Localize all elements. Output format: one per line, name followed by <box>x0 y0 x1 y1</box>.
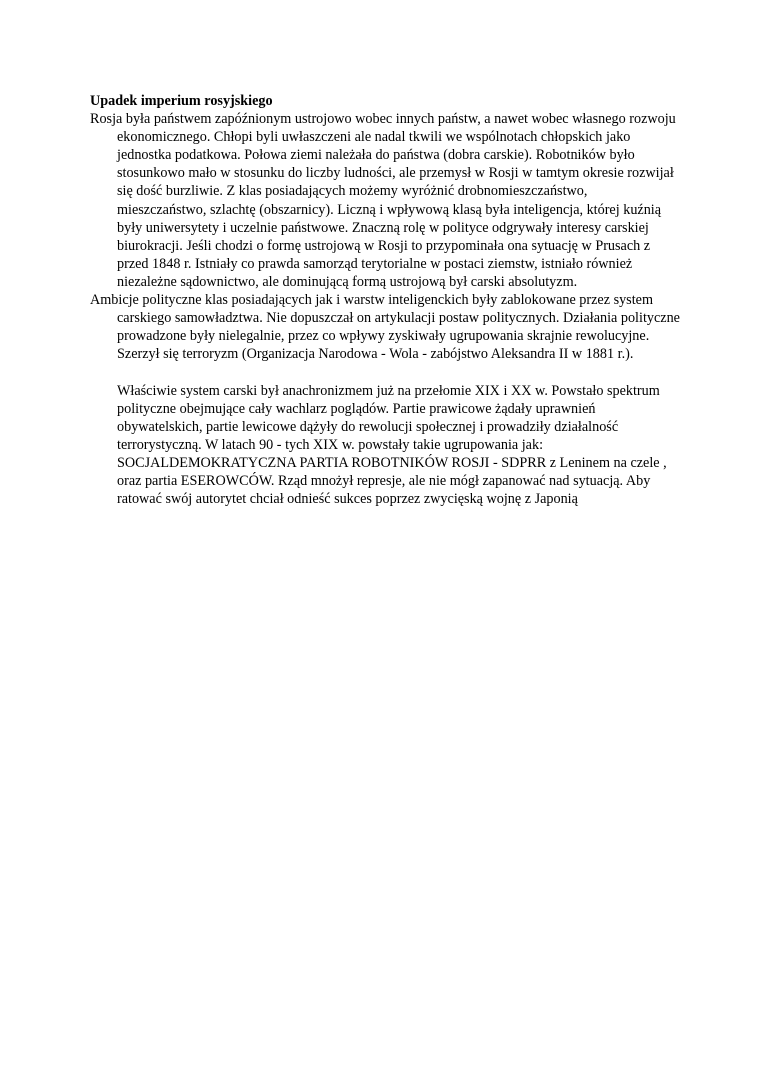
paragraph-russia-backwardness: Rosja była państwem zapóźnionym ustrojowo wobec innych państw, a nawet wobec własnego rozwoju ekonomicznego. Chłopi byli uwłaszczeni ale nadal tkwili we wspólnotach chłopskich jako jednostka podatkowa. Połowa ziemi należała do państwa (dobra carskie). Robotników było stosunkowo mało w stosunku do liczby ludności, ale przemysł w Rosji w tamtym okresie rozwijał się dość burzliwie. Z klas posiadających możemy wyróżnić drobnomieszczaństwo, mieszczaństwo, szlachtę (obszarnicy). Liczną i wpływową klasą była inteligencja, której kuźnią były uniwersytety i uczelnie państwowe. Znaczną rolę w polityce odgrywały interesy carskiej biurokracji. Jeśli chodzi o formę ustrojową w Rosji to przypominała ona sytuację w Prusach z przed 1848 r. Istniały co prawda samorząd terytorialne w postaci ziemstw, istniało również niezależne sądownictwo, ale dominującą formą ustrojową był carski absolutyzm. <box>90 111 676 290</box>
document-title: Upadek imperium rosyjskiego <box>90 93 273 109</box>
document-body <box>90 92 680 508</box>
paragraph-political-ambitions: Ambicje polityczne klas posiadających jak i warstw inteligenckich były zablokowane przez system carskiego samowładztwa. Nie dopuszczał on artykulacji postaw politycznych. Działania polityczne prowadzone były nielegalnie, przez co wpływy zyskiwały ugrupowania skrajnie rewolucyjne. Szerzył się terroryzm (Organizacja Narodowa - Wola - zabójstwo Aleksandra II w 1881 r.). <box>90 292 680 363</box>
blank-line <box>90 363 680 381</box>
paragraph-tsarist-anachronism: Właściwie system carski był anachronizmem już na przełomie XIX i XX w. Powstało spektrum polityczne obejmujące cały wachlarz poglądów. Partie prawicowe żądały uprawnień obywatelskich, partie lewicowe dążyły do rewolucji społecznej i prowadziły działalność terrorystyczną. W latach 90 - tych XIX w. powstały takie ugrupowania jak: SOCJALDEMOKRATYCZNA PARTIA ROBOTNIKÓW ROSJI - SDPRR z Leninem na czele , oraz partia ESEROWCÓW. Rząd mnożył represje, ale nie mógł zapanować nad sytuacją. Aby ratować swój autorytet chciał odnieść sukces poprzez zwycięską wojnę z Japonią <box>117 382 667 508</box>
